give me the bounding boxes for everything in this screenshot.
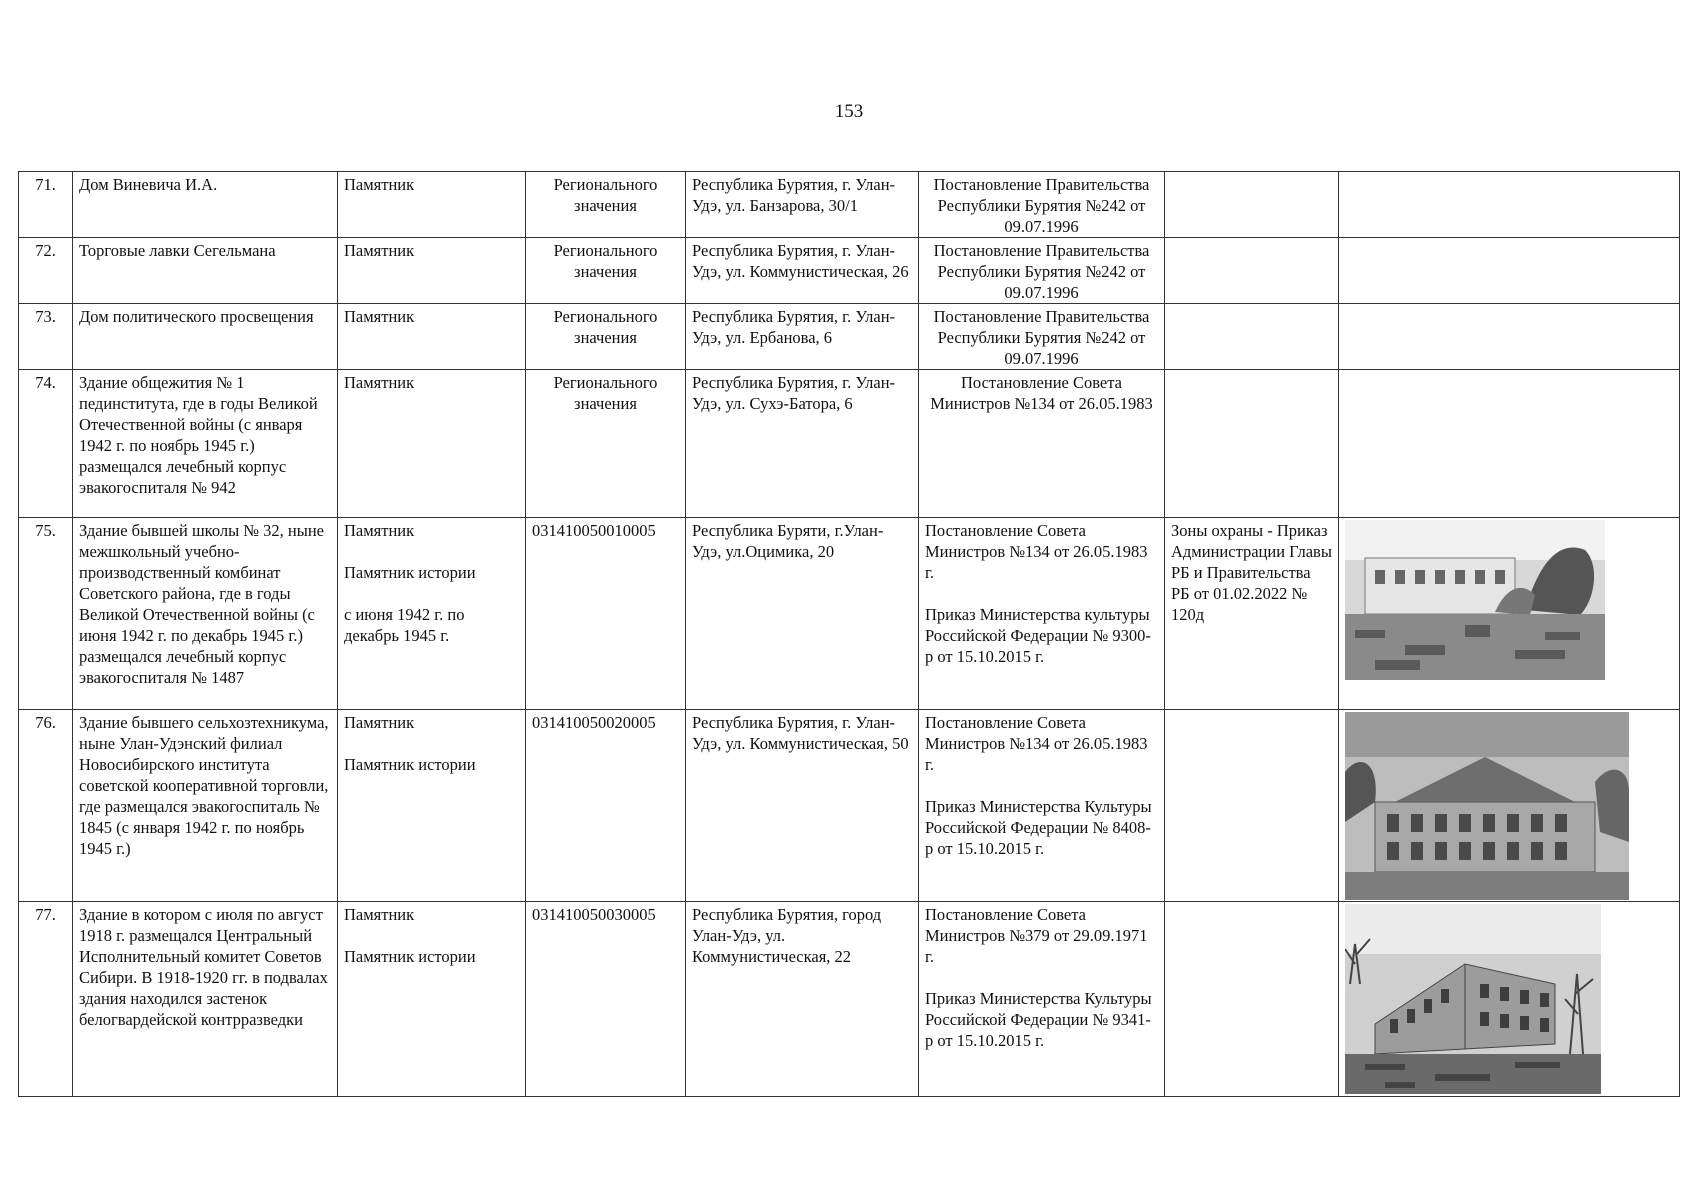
- table-row: [19, 370, 1680, 518]
- row-number: 76.: [19, 710, 73, 902]
- building-photo: [1345, 712, 1629, 900]
- address: Республика Буряти, г.Улан-Удэ, ул.Оцимика, 20: [686, 518, 919, 710]
- address: Республика Бурятия, город Улан-Удэ, ул. Коммунистическая, 22: [686, 902, 919, 1097]
- protection-zones: [1165, 304, 1339, 370]
- address: Республика Бурятия, г. Улан-Удэ, ул. Сухэ-Батора, 6: [686, 370, 919, 518]
- document-line: Постановление Совета Министров №379 от 29.09.1971 г.: [925, 905, 1148, 966]
- monument-name: Здание бывшего сельхозтехникума, ныне Улан-Удэнский филиал Новосибирского института советской кооперативной торговли, где размещался эвакогоспиталь № 1845 (с января 1942 г. по ноябрь 1945 г.): [73, 710, 338, 902]
- document-line: Постановление Правительства Республики Бурятия №242 от 09.07.1996: [933, 307, 1150, 368]
- table-row: [19, 710, 1680, 902]
- address: Республика Бурятия, г. Улан-Удэ, ул. Банзарова, 30/1: [686, 172, 919, 238]
- type-line: Памятник: [344, 713, 415, 732]
- photo-cell: [1339, 902, 1680, 1097]
- type-line: Памятник: [344, 521, 415, 540]
- legal-document: [919, 238, 1165, 304]
- monument-type: [338, 172, 526, 238]
- document-line: Постановление Совета Министров №134 от 26.05.1983: [930, 373, 1153, 413]
- document-line: Постановление Правительства Республики Бурятия №242 от 09.07.1996: [933, 241, 1150, 302]
- monuments-table: [18, 171, 1680, 1097]
- photo-cell: [1339, 370, 1680, 518]
- row-number: 71.: [19, 172, 73, 238]
- protection-zones: [1165, 172, 1339, 238]
- photo-cell: [1339, 304, 1680, 370]
- table-row: [19, 518, 1680, 710]
- document-line: Постановление Совета Министров №134 от 26.05.1983 г.: [925, 521, 1148, 582]
- row-number: 72.: [19, 238, 73, 304]
- document-line: Постановление Совета Министров №134 от 26.05.1983 г.: [925, 713, 1148, 774]
- registry-number: 031410050020005: [526, 710, 686, 902]
- monument-name: Здание в котором с июля по август 1918 г. размещался Центральный Исполнительный комитет Советов Сибири. В 1918-1920 гг. в подвалах здания находился застенок белогвардейской контрразведки: [73, 902, 338, 1097]
- type-line: Памятник истории: [344, 947, 476, 966]
- photo-cell: [1339, 172, 1680, 238]
- address: Республика Бурятия, г. Улан-Удэ, ул. Ербанова, 6: [686, 304, 919, 370]
- document-line: Постановление Правительства Республики Бурятия №242 от 09.07.1996: [933, 175, 1150, 236]
- significance: Регионального значения: [526, 238, 686, 304]
- legal-document: [919, 902, 1165, 1097]
- address: Республика Бурятия, г. Улан-Удэ, ул. Коммунистическая, 50: [686, 710, 919, 902]
- type-line: с июня 1942 г. по декабрь 1945 г.: [344, 605, 465, 645]
- monument-name: Дом политического просвещения: [73, 304, 338, 370]
- monument-type: [338, 304, 526, 370]
- legal-document: [919, 172, 1165, 238]
- protection-zones: [1165, 238, 1339, 304]
- protection-zones: [1165, 902, 1339, 1097]
- row-number: 73.: [19, 304, 73, 370]
- building-photo: [1345, 904, 1601, 1094]
- monument-name: Здание бывшей школы № 32, ныне межшкольный учебно-производственный комбинат Советского района, где в годы Великой Отечественной войны (с июня 1942 г. по декабрь 1945 г.) размещался лечебный корпус эвакогоспиталя № 1487: [73, 518, 338, 710]
- monument-name: Дом Виневича И.А.: [73, 172, 338, 238]
- photo-cell: [1339, 710, 1680, 902]
- table-row: [19, 304, 1680, 370]
- page-number: 153: [834, 101, 864, 122]
- registry-number: 031410050030005: [526, 902, 686, 1097]
- table-row: [19, 238, 1680, 304]
- row-number: 75.: [19, 518, 73, 710]
- legal-document: [919, 710, 1165, 902]
- type-line: Памятник: [344, 373, 415, 392]
- type-line: Памятник: [344, 905, 415, 924]
- type-line: Памятник истории: [344, 563, 476, 582]
- legal-document: [919, 304, 1165, 370]
- table-row: [19, 902, 1680, 1097]
- significance: Регионального значения: [526, 304, 686, 370]
- monument-name: Здание общежития № 1 пединститута, где в годы Великой Отечественной войны (с января 1942 г. по ноябрь 1945 г.) размещался лечебный корпус эвакогоспиталя № 942: [73, 370, 338, 518]
- building-photo: [1345, 520, 1605, 680]
- document-line: Приказ Министерства Культуры Российской Федерации № 9341-р от 15.10.2015 г.: [925, 989, 1152, 1050]
- legal-document: [919, 518, 1165, 710]
- significance: Регионального значения: [526, 172, 686, 238]
- type-line: Памятник: [344, 241, 415, 260]
- monument-name: Торговые лавки Сегельмана: [73, 238, 338, 304]
- document-line: Приказ Министерства Культуры Российской Федерации № 8408-р от 15.10.2015 г.: [925, 797, 1152, 858]
- row-number: 77.: [19, 902, 73, 1097]
- monument-type: [338, 518, 526, 710]
- address: Республика Бурятия, г. Улан-Удэ, ул. Коммунистическая, 26: [686, 238, 919, 304]
- type-line: Памятник истории: [344, 755, 476, 774]
- monument-type: [338, 710, 526, 902]
- photo-cell: [1339, 518, 1680, 710]
- photo-cell: [1339, 238, 1680, 304]
- protection-zones: [1165, 710, 1339, 902]
- type-line: Памятник: [344, 175, 415, 194]
- protection-zones: [1165, 370, 1339, 518]
- legal-document: [919, 370, 1165, 518]
- monument-type: [338, 370, 526, 518]
- protection-zones: Зоны охраны - Приказ Администрации Главы РБ и Правительства РБ от 01.02.2022 № 120д: [1165, 518, 1339, 710]
- document-line: Приказ Министерства культуры Российской Федерации № 9300-р от 15.10.2015 г.: [925, 605, 1151, 666]
- row-number: 74.: [19, 370, 73, 518]
- monument-type: [338, 902, 526, 1097]
- type-line: Памятник: [344, 307, 415, 326]
- registry-number: 031410050010005: [526, 518, 686, 710]
- monument-type: [338, 238, 526, 304]
- significance: Регионального значения: [526, 370, 686, 518]
- table-row: [19, 172, 1680, 238]
